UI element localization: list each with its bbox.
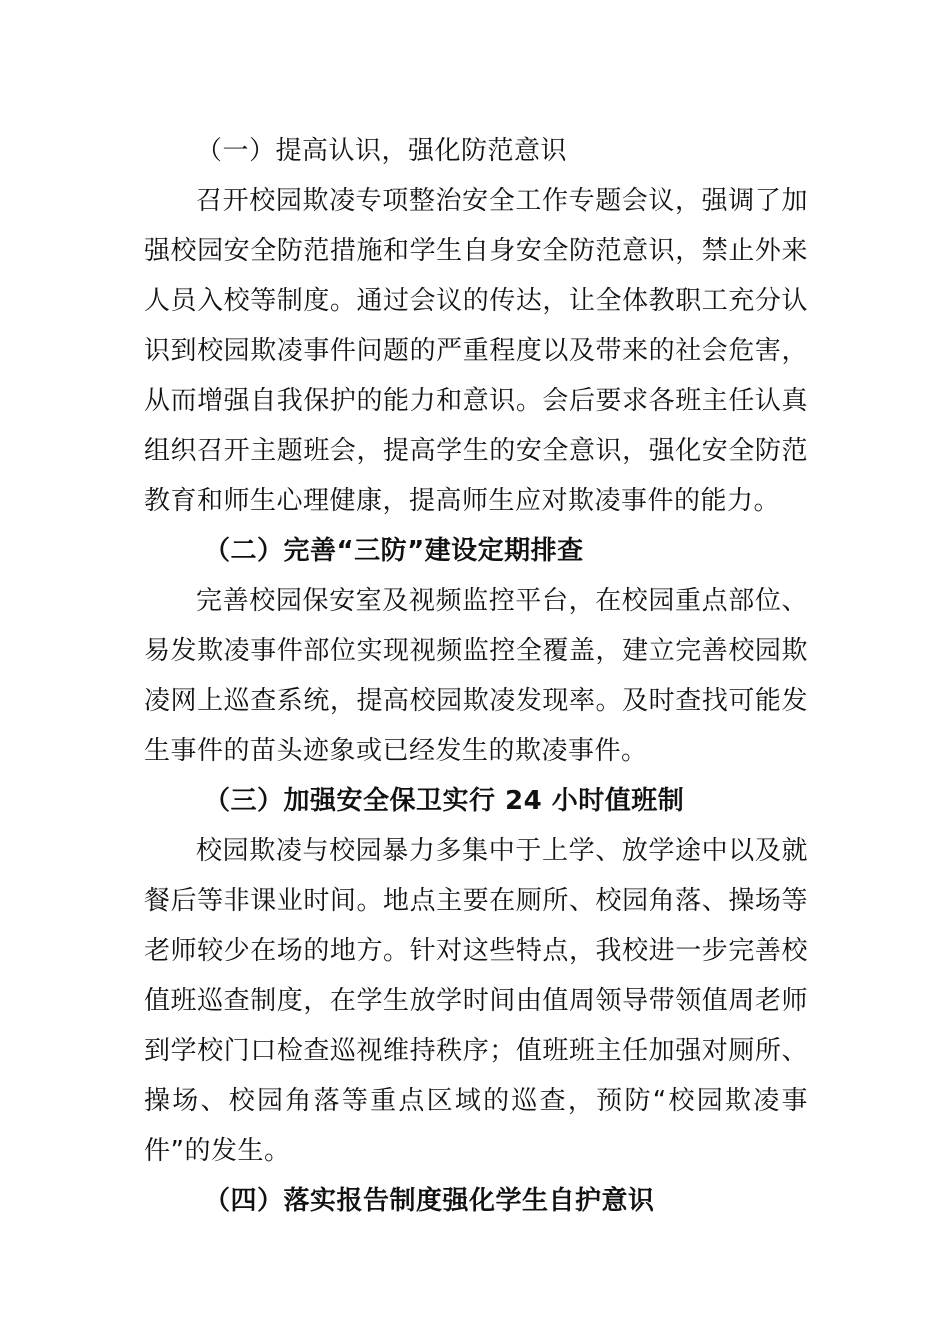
section-1-paragraph: 召开校园欺凌专项整治安全工作专题会议，强调了加强校园安全防范措施和学生自身安全防范意识，禁止外来人员入校等制度。通过会议的传达，让全体教职工充分认识到校园欺凌事件问题的严重程度以及带来的社会危害，从而增强自我保护的能力和意识。会后要求各班主任认真组织召开主题班会，提高学生的安全意识，强化安全防范教育和师生心理健康，提高师生应对欺凌事件的能力。 [144,186,808,516]
section-2-heading: （二）完善“三防”建设定期排查 [204,536,584,566]
document-body [144,126,808,1226]
section-4-heading: （四）落实报告制度强化学生自护意识 [204,1186,655,1216]
section-3-heading: （三）加强安全保卫实行 24 小时值班制 [204,786,685,816]
section-2-paragraph: 完善校园保安室及视频监控平台，在校园重点部位、易发欺凌事件部位实现视频监控全覆盖，建立完善校园欺凌网上巡查系统，提高校园欺凌发现率。及时查找可能发生事件的苗头迹象或已经发生的欺凌事件。 [144,586,808,766]
section-1-heading: （一）提高认识，强化防范意识 [196,136,568,166]
section-3-paragraph: 校园欺凌与校园暴力多集中于上学、放学途中以及就餐后等非课业时间。地点主要在厕所、校园角落、操场等老师较少在场的地方。针对这些特点，我校进一步完善校值班巡查制度，在学生放学时间由值周领导带领值周老师到学校门口检查巡视维持秩序；值班班主任加强对厕所、操场、校园角落等重点区域的巡查，预防“校园欺凌事件”的发生。 [144,836,808,1166]
